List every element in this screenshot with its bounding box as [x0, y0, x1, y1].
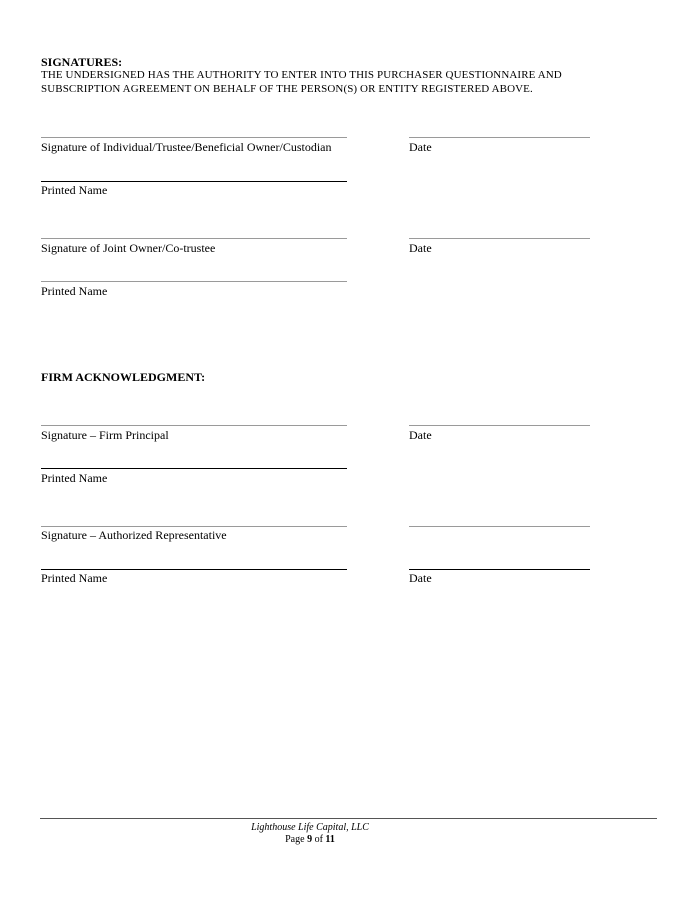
signatures-heading: SIGNATURES: — [41, 55, 123, 69]
printed-name-line-authorized-rep[interactable] — [41, 569, 347, 570]
printed-name-label-individual: Printed Name — [41, 183, 108, 197]
printed-name-line-firm-principal[interactable] — [41, 468, 347, 469]
footer-company — [0, 822, 620, 833]
blank-line-authorized-rep[interactable] — [409, 526, 590, 527]
footer-divider — [40, 818, 657, 819]
page-of: of — [314, 834, 323, 845]
printed-name-label-joint-owner: Printed Name — [41, 284, 108, 298]
signature-label-firm-principal: Signature – Firm Principal — [41, 428, 169, 442]
page-total: 11 — [325, 834, 335, 845]
signature-label-individual: Signature of Individual/Trustee/Beneficial Owner/Custodian — [41, 140, 332, 154]
signature-line-authorized-rep[interactable] — [41, 526, 347, 527]
date-label-firm-principal: Date — [409, 428, 432, 442]
firm-acknowledgment-heading: FIRM ACKNOWLEDGMENT: — [41, 370, 206, 384]
date-label-authorized-rep: Date — [409, 571, 432, 585]
date-line-individual[interactable] — [409, 137, 590, 138]
printed-name-line-individual[interactable] — [41, 181, 347, 182]
signature-line-individual[interactable] — [41, 137, 347, 138]
signatures-statement-line2: SUBSCRIPTION AGREEMENT ON BEHALF OF THE PERSON(S) OR ENTITY REGISTERED ABOVE. — [41, 83, 533, 95]
date-line-authorized-rep[interactable] — [409, 569, 590, 570]
page-prefix: Page — [285, 834, 305, 845]
date-line-firm-principal[interactable] — [409, 425, 590, 426]
footer-page-number — [0, 834, 620, 845]
date-label-individual: Date — [409, 140, 432, 154]
signature-label-authorized-rep: Signature – Authorized Representative — [41, 528, 227, 542]
signature-line-firm-principal[interactable] — [41, 425, 347, 426]
signatures-statement-line1: THE UNDERSIGNED HAS THE AUTHORITY TO ENTER INTO THIS PURCHASER QUESTIONNAIRE AND — [41, 69, 562, 81]
page-current: 9 — [307, 834, 313, 845]
signature-line-joint-owner[interactable] — [41, 238, 347, 239]
signature-label-joint-owner: Signature of Joint Owner/Co-trustee — [41, 241, 216, 255]
printed-name-line-joint-owner[interactable] — [41, 281, 347, 282]
date-line-joint-owner[interactable] — [409, 238, 590, 239]
footer-company-name: Lighthouse Life Capital, LLC — [251, 822, 369, 833]
date-label-joint-owner: Date — [409, 241, 432, 255]
printed-name-label-authorized-rep: Printed Name — [41, 571, 108, 585]
printed-name-label-firm-principal: Printed Name — [41, 471, 108, 485]
